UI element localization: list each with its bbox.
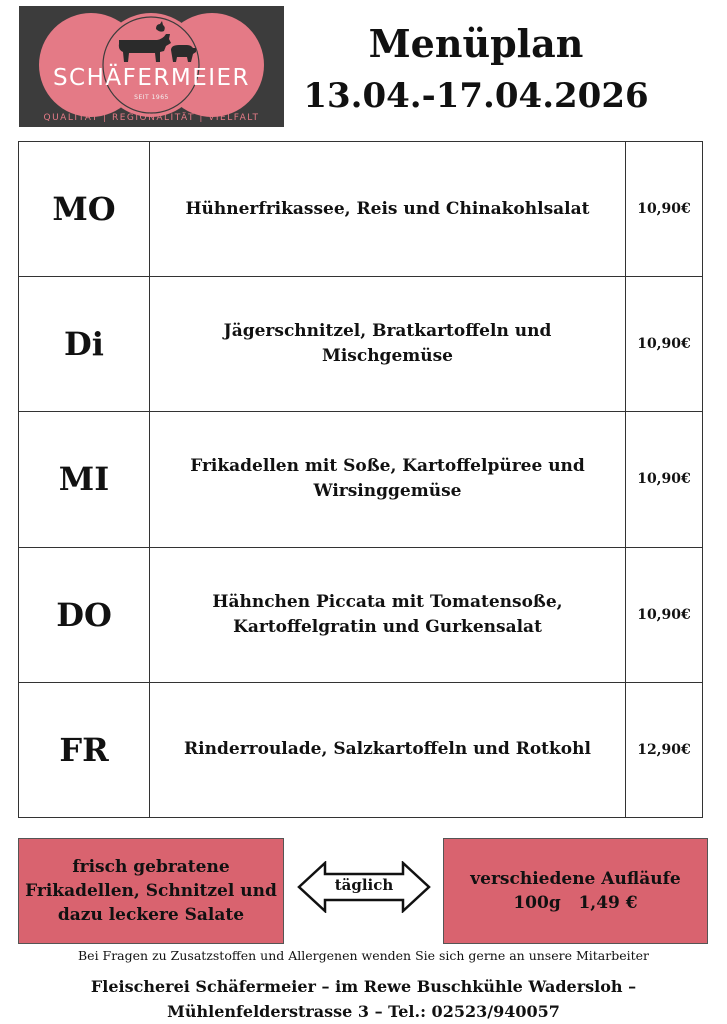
menu-dish-line: Kartoffelgratin und Gurkensalat xyxy=(233,616,542,637)
menu-row xyxy=(19,682,703,817)
daily-offer-line: frisch gebratene xyxy=(72,857,230,877)
menu-row xyxy=(19,277,703,412)
footer-address xyxy=(0,974,727,1024)
logo xyxy=(19,6,284,127)
daily-offer-line: Frikadellen, Schnitzel und xyxy=(25,881,277,901)
casserole-offer-box xyxy=(443,838,708,944)
arrow-label: täglich xyxy=(334,876,394,894)
daily-offer-line: dazu leckere Salate xyxy=(57,905,245,925)
logo-tagline: QUALITÄT | REGIONALITÄT | VIELFALT xyxy=(43,113,260,123)
menu-row xyxy=(19,547,703,682)
menu-dish-line: Jägerschnitzel, Bratkartoffeln und Mischgemüse xyxy=(223,321,552,367)
menu-day: FR xyxy=(19,682,150,817)
daily-offer-box xyxy=(18,838,284,944)
menu-day: DO xyxy=(19,547,150,682)
footer-line: Fleischerei Schäfermeier – im Rewe Buschkühle Wadersloh – xyxy=(90,977,637,996)
menu-dish-line: Hähnchen Piccata mit Tomatensoße, xyxy=(212,591,563,612)
logo-since: SEIT 1965 xyxy=(134,94,169,101)
menu-price: 10,90€ xyxy=(626,547,703,682)
casserole-offer-price: 100g 1,49 € xyxy=(513,893,638,913)
menu-price: 10,90€ xyxy=(626,277,703,412)
page-title: Menüplan xyxy=(368,21,584,66)
allergen-note: Bei Fragen zu Zusatzstoffen und Allergenen wenden Sie sich gerne an unsere Mitarbeiter xyxy=(77,948,650,963)
menu-day: MI xyxy=(19,412,150,547)
logo-name: SCHÄFERMEIER xyxy=(52,65,251,91)
menu-table xyxy=(18,141,703,818)
menu-dish xyxy=(150,277,626,412)
menu-dish xyxy=(150,412,626,547)
footer-line: Mühlenfelderstrasse 3 – Tel.: 02523/940057 xyxy=(167,1002,560,1021)
menu-price: 10,90€ xyxy=(626,142,703,277)
casserole-offer-line: verschiedene Aufläufe xyxy=(470,869,681,889)
menu-dish xyxy=(150,142,626,277)
date-range: 13.04.-17.04.2026 xyxy=(303,76,649,116)
menu-day: Di xyxy=(19,277,150,412)
menu-dish-line: Wirsinggemüse xyxy=(313,481,462,502)
menu-row xyxy=(19,142,703,277)
menu-dish xyxy=(150,682,626,817)
menu-price: 12,90€ xyxy=(626,682,703,817)
menu-dish-line: Frikadellen mit Soße, Kartoffelpüree und xyxy=(190,456,585,477)
menu-row xyxy=(19,412,703,547)
menu-dish-line: Rinderroulade, Salzkartoffeln und Rotkohl xyxy=(184,739,591,760)
menu-dish xyxy=(150,547,626,682)
menu-day: MO xyxy=(19,142,150,277)
menu-dish-line: Hühnerfrikassee, Reis und Chinakohlsalat xyxy=(185,198,590,219)
menu-price: 10,90€ xyxy=(626,412,703,547)
